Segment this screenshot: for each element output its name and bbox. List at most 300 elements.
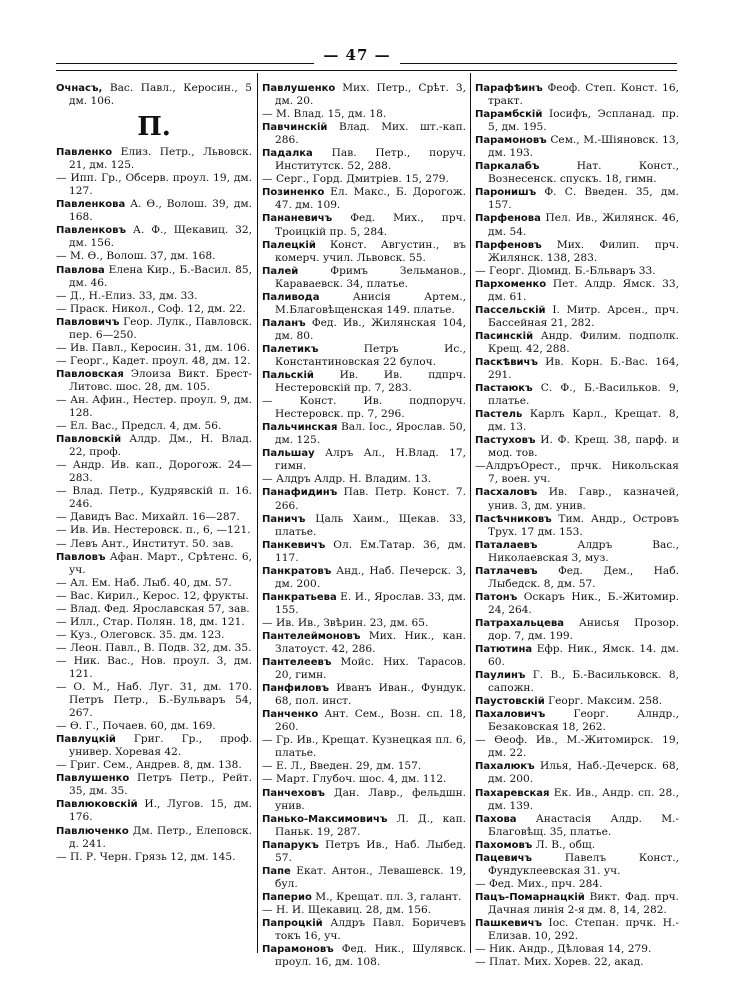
directory-entry [262, 473, 466, 486]
entry-details: — Ник. Вас., Нов. проул. 3, дм. 121. [56, 654, 252, 680]
entry-surname: Папарукъ [262, 839, 319, 851]
entry-surname: Пантелеевъ [262, 657, 332, 669]
entry-details: Алдръ Вас., Николаевская 3, муз. [488, 538, 679, 564]
directory-entry [475, 839, 679, 852]
entry-surname: Павловъ [56, 551, 106, 563]
entry-details: М., Крещат. пл. 3, галант. [315, 890, 462, 903]
entry-surname: Пахаловичъ [475, 709, 546, 721]
entry-details: Алдр. Дм., Н. Влад. 22, проф. [69, 433, 252, 459]
directory-entry [56, 798, 252, 824]
entry-details: Мих. Филип. прч. Жилянск. 138, 283. [488, 238, 679, 264]
header-rule-right [400, 63, 677, 64]
directory-entry [475, 643, 679, 669]
directory-entry [262, 904, 466, 917]
entry-details: Ек. Ив., Андр. сп. 28., дм. 139. [488, 786, 679, 812]
entry-details: Ел. Макс., Б. Дорогож. 47. дм. 109. [275, 186, 466, 212]
directory-entry [475, 239, 679, 265]
entry-details: — О. М., Наб. Луг. 31, дм. 170. Петръ Петр., Б.-Бульваръ 54, 267. [56, 681, 252, 720]
entry-details: А. Ф., Щекавиц. 32, дм. 156. [69, 224, 252, 250]
directory-entry [475, 265, 679, 278]
entry-details: — Илл., Стар. Полян. 18, дм. 121. [56, 615, 245, 628]
entry-details: Ив. Корн. Б.-Вас. 164, 291. [488, 355, 679, 382]
directory-entry [262, 421, 466, 447]
directory-entry [475, 539, 679, 565]
entry-details: Конст. Августин., въ комерч. учил. Львовск. 55. [275, 238, 466, 264]
directory-entry [56, 224, 252, 250]
directory-entry [56, 590, 252, 603]
column-1-entries [56, 146, 252, 864]
directory-entry [262, 734, 466, 760]
entry-details: Георг. Алндр., Безаковская 18, 262. [488, 708, 679, 734]
directory-entry [56, 433, 252, 459]
directory-entry [475, 813, 679, 839]
directory-entry [262, 787, 466, 813]
entry-details: Цаль Хаим., Щекав. 33, платье. [275, 512, 466, 538]
column-2-entries [262, 82, 466, 969]
entry-surname: Панафидинъ [262, 487, 338, 499]
entry-details: Фримъ Зельманов., Караваевск. 34, платье. [275, 264, 466, 290]
entry-details: И., Лугов. 15, дм. 176. [69, 798, 252, 824]
entry-surname: Павленковъ [56, 225, 126, 237]
directory-entry [56, 681, 252, 720]
entry-details: Петръ Ис., Константиновская 22 булоч. [275, 342, 466, 368]
entry-details: Е. И., Ярослав. 33, дм. 155. [275, 590, 466, 616]
entry-details: Вас. Павл., Керосин., 5 дм. 106. [69, 82, 252, 108]
entry-surname: Пасхаловъ [475, 487, 538, 499]
entry-surname: Парамоновъ [262, 944, 334, 956]
entry-details: Вал. Іос., Ярослав. 50, дм. 125. [275, 421, 466, 447]
entry-surname: Павловскій [56, 434, 122, 446]
entry-details: Екат. Антон., Левашевск. 19, бул. [275, 864, 466, 890]
directory-entry [475, 695, 679, 708]
entry-surname: Павловичъ [56, 316, 120, 328]
entry-details: Г. В., Б.-Васильковск. 8, сапожн. [488, 669, 679, 695]
entry-details: Ант. Сем., Возн. сп. 18, 260. [275, 708, 466, 734]
entry-details: Пав. Петр. Конст. 7. 266. [275, 486, 466, 512]
column-divider-2 [470, 73, 471, 953]
page-number: — 47 — [323, 46, 391, 64]
directory-entry [262, 839, 466, 865]
directory-entry [262, 917, 466, 943]
directory-entry [56, 290, 252, 303]
entry-details: — Е. Л., Введен. 29, дм. 157. [262, 760, 422, 773]
entry-details: И. Ф. Крещ. 38, парф. и мод. тов. [488, 434, 679, 460]
directory-entry [56, 342, 252, 355]
entry-details: Л. В., общ. [535, 838, 596, 851]
entry-details: Пел. Ив., Жилянск. 46, дм. 54. [488, 212, 679, 238]
entry-details: — М. Влад. 15, дм. 18. [262, 108, 387, 121]
entry-details: Ив. Ив. пдпрч. Нестеровскій пр. 7, 283. [275, 369, 466, 395]
entry-details: А. Ѳ., Волош. 39, дм. 168. [69, 198, 252, 224]
directory-entry [475, 734, 679, 760]
entry-surname: Панчеховъ [262, 787, 325, 799]
directory-entry [262, 539, 466, 565]
entry-details: — Конст. Ив. подпоруч. Нестеровск. пр. 7, 296. [262, 395, 466, 421]
entry-surname: Павлюковскій [56, 799, 138, 811]
entry-details: — П. Р. Черн. Грязь 12, дм. 145. [56, 850, 236, 863]
entry-surname: Пацевичъ [475, 852, 533, 864]
entry-details: —АлдръОрест., прчк. Никольская 7, воен. уч. [475, 460, 679, 486]
entry-surname: Палецкій [262, 239, 316, 251]
directory-entry [475, 82, 679, 108]
directory-entry [475, 134, 679, 160]
entry-details: — Леон. Павл., В. Подв. 32, дм. 35. [56, 641, 252, 654]
directory-entry [262, 108, 466, 121]
entry-details: — Д., Н.-Елиз. 33, дм. 33. [56, 289, 198, 302]
directory-entry [475, 617, 679, 643]
directory-entry [475, 304, 679, 330]
entry-details: Елиз. Петр., Львовск. 21, дм. 125. [69, 146, 252, 172]
directory-entry [56, 420, 252, 433]
entry-details: Мойс. Них. Тарасов. 20, гимн. [275, 656, 466, 682]
entry-details: — Ѳеоф. Ив., М.-Житомирск. 19, дм. 22. [475, 734, 679, 760]
directory-entry [475, 669, 679, 695]
directory-entry [262, 813, 466, 839]
directory-entry [475, 878, 679, 891]
entry-details: Элоиза Викт. Брест-Литовс. шос. 28, дм. 105. [69, 367, 252, 393]
entry-surname: Палетикъ [262, 343, 319, 355]
entry-surname: Папериo [262, 891, 312, 903]
entry-details: — Вас. Кирил., Керос. 12, фрукты. [56, 589, 249, 602]
entry-details: Влад. Мих. шт.-кап. 286. [275, 121, 466, 147]
directory-entry [262, 773, 466, 786]
directory-entry [262, 447, 466, 473]
entry-details: Викт. Фад. прч. Дачная линія 2-я дм. 8, 14, 282. [488, 890, 679, 916]
entry-surname: Падалка [262, 148, 313, 160]
entry-surname: Павленко [56, 147, 113, 159]
entry-surname: Паливода [262, 291, 320, 303]
entry-surname: Пацъ-Помарнацкій [475, 891, 585, 903]
entry-surname: Павчинскій [262, 122, 328, 134]
entry-surname: Павлюченко [56, 825, 129, 837]
entry-surname: Патютина [475, 644, 533, 656]
entry-surname: Папроцкій [262, 918, 323, 929]
directory-entry [475, 186, 679, 212]
directory-entry [475, 891, 679, 917]
entry-details: — Фед. Мих., прч. 284. [475, 877, 603, 890]
entry-details: Григ. Гр., проф. универ. Хоревая 42. [69, 733, 252, 759]
entry-details: — Серг., Горд. Дмитріев. 15, 279. [262, 173, 449, 186]
entry-details: Ол. Ем.Татар. 36, дм. 117. [275, 538, 466, 564]
entry-details: Іосифъ, Эспланад. пр. 5, дм. 195. [488, 108, 679, 134]
entry-surname: Панько-Максимовичъ [262, 813, 388, 825]
directory-entry [56, 720, 252, 733]
directory-entry [56, 538, 252, 551]
entry-details: Карлъ Карл., Крещат. 8, дм. 13. [488, 408, 679, 434]
directory-entry [475, 956, 679, 969]
entry-details: — Георг. Діомид. Б.-Бльваръ 33. [475, 264, 656, 277]
entry-details: — Н. И. Щекавиц. 28, дм. 156. [262, 903, 432, 916]
column-3 [475, 82, 679, 969]
directory-entry [56, 368, 252, 394]
entry-surname: Пашкевичъ [475, 918, 543, 929]
directory-entry [262, 708, 466, 734]
entry-surname: Парфенова [475, 213, 541, 225]
directory-entry [475, 356, 679, 382]
entry-surname: Панфиловъ [262, 683, 329, 695]
entry-details: Петръ Петр., Рейт. 35, дм. 35. [69, 772, 252, 798]
column-2 [262, 82, 466, 969]
directory-entry [262, 656, 466, 682]
entry-surname: Патлачевъ [475, 565, 538, 577]
entry-details: Нат. Конст., Вознесенск. спускъ. 18, гимн. [488, 160, 679, 186]
directory-entry [56, 629, 252, 642]
entry-details: Ф. С. Введен. 35, дм. 157. [488, 186, 679, 212]
entry-details: Л. Д., кап. Паньк. 19, 287. [275, 812, 466, 838]
entry-surname: Пантелеймоновъ [262, 630, 361, 642]
entry-details: І. Митр. Арсен., прч. Бассейная 21, 282. [488, 303, 679, 329]
entry-surname: Пахомовъ [475, 839, 533, 851]
entry-details: — Праск. Никол., Соф. 12, дм. 22. [56, 302, 246, 315]
entry-details: Фед. Ив., Жилянская 104, дм. 80. [275, 316, 466, 342]
entry-details: Фед. Ник., Шулявск. проул. 16, дм. 108. [275, 943, 466, 969]
directory-entry [475, 460, 679, 486]
entry-details: — Ник. Андр., Дѣловая 14, 279. [475, 943, 652, 956]
entry-details: Павелъ Конст., Фундуклеевская 31. уч. [488, 851, 679, 877]
entry-details: — Ив. Ив. Нестеровск. п., 6, —121. [56, 524, 251, 537]
entry-details: Геор. Лулк., Павловск. пер. 6—250. [69, 315, 252, 341]
entry-surname: Пархоменко [475, 278, 547, 290]
directory-entry [475, 760, 679, 786]
directory-entry [262, 186, 466, 212]
entry-details: Иванъ Иван., Фундук. 68, пол. инст. [275, 682, 466, 708]
entry-details: Мих. Ник., кан. Златоуст. 42, 286. [275, 629, 466, 656]
directory-entry [475, 787, 679, 813]
entry-surname: Пастель [475, 409, 523, 421]
directory-entry [56, 355, 252, 368]
entry-details: — Георг., Кадет. проул. 48, дм. 12. [56, 354, 251, 367]
column-1-pre-entries [56, 82, 252, 108]
entry-details: Пет. Алдр. Ямск. 33, дм. 61. [488, 277, 679, 303]
directory-entry [56, 603, 252, 616]
entry-details: Ефр. Ник., Ямск. 14. дм. 60. [488, 643, 679, 669]
entry-details: Петръ Ив., Наб. Лыбед. 57. [275, 838, 466, 864]
directory-entry [56, 642, 252, 655]
directory-entry [56, 198, 252, 224]
directory-entry [475, 160, 679, 186]
directory-entry [475, 591, 679, 617]
entry-details: — Ал. Ем. Наб. Лыб. 40, дм. 57. [56, 576, 232, 589]
entry-surname: Павленкова [56, 199, 126, 211]
entry-details: — Влад. Петр., Кудрявскій п. 16. 246. [56, 485, 252, 511]
entry-details: Дан. Лавр., фельдшн. унив. [275, 786, 466, 812]
column-3-entries [475, 82, 679, 969]
entry-details: Анастасія Алдр. М.-Благовѣщ. 35, платье. [488, 812, 679, 838]
directory-entry [56, 759, 252, 772]
entry-surname: Паустовскій [475, 696, 545, 708]
entry-surname: Павловская [56, 368, 124, 380]
entry-details: — Ѳ. Г., Почаев. 60, дм. 169. [56, 720, 216, 733]
directory-entry [262, 265, 466, 291]
entry-surname: Очнасъ, [56, 83, 103, 94]
directory-entry [262, 343, 466, 369]
entry-details: Феоф. Степ. Конст. 16, тракт. [488, 82, 679, 108]
directory-entry [262, 147, 466, 173]
directory-entry [262, 291, 466, 317]
entry-surname: Панкратьева [262, 591, 337, 603]
directory-entry [475, 852, 679, 878]
directory-entry [262, 239, 466, 265]
directory-entry [262, 486, 466, 512]
directory-entry [56, 616, 252, 629]
directory-entry [262, 212, 466, 238]
entry-surname: Павлушенко [56, 773, 130, 785]
entry-details: — М. Ѳ., Волош. 37, дм. 168. [56, 250, 216, 263]
entry-surname: Панченко [262, 709, 319, 721]
directory-entry [56, 394, 252, 420]
directory-entry [475, 943, 679, 956]
directory-entry [475, 108, 679, 134]
entry-details: С. Ф., Б.-Васильков. 9, платье. [488, 382, 679, 408]
entry-details: Ив. Гавр., казначей, унив. 3, дм. унив. [488, 486, 679, 512]
directory-entry [475, 513, 679, 539]
directory-entry [262, 591, 466, 617]
directory-entry [56, 316, 252, 342]
entry-details: Анисья Прозор. дор. 7, дм. 199. [488, 616, 679, 642]
entry-surname: Патонъ [475, 591, 518, 603]
column-1 [56, 82, 252, 864]
directory-entry [56, 146, 252, 172]
entry-surname: Папе [262, 865, 291, 877]
entry-details: Мих. Петр., Срѣт. 3, дм. 20. [275, 82, 466, 108]
entry-details: Фед. Мих., прч. Троицкій пр. 5, 284. [275, 212, 466, 238]
entry-surname: Пастуховъ [475, 435, 536, 447]
directory-entry [56, 82, 252, 108]
entry-surname: Паскѣвичъ [475, 356, 538, 368]
entry-surname: Пананевичъ [262, 213, 333, 225]
entry-details: Илья, Наб.-Дечерск. 68, дм. 200. [488, 760, 679, 786]
entry-surname: Панкратовъ [262, 565, 332, 577]
entry-details: Пав. Петр., поруч. Институтск. 52, 288. [275, 147, 466, 173]
directory-entry [475, 434, 679, 460]
entry-surname: Парамбскій [475, 109, 543, 121]
directory-entry [262, 760, 466, 773]
entry-surname: Парамоновъ [475, 135, 547, 147]
entry-details: Алръ Ал., Н.Влад. 17, гимн. [275, 447, 466, 473]
entry-details: Іос. Степан. прчк. Н.-Елизав. 10, 292. [488, 917, 679, 943]
entry-details: Георг. Максим. 258. [548, 695, 663, 708]
entry-surname: Паничъ [262, 513, 306, 525]
directory-entry [262, 865, 466, 891]
directory-entry [475, 917, 679, 943]
entry-surname: Паланъ [262, 317, 306, 329]
directory-entry [262, 82, 466, 108]
top-rule [56, 70, 677, 71]
directory-entry [475, 330, 679, 356]
entry-surname: Паталаевъ [475, 539, 538, 551]
directory-entry [56, 250, 252, 263]
entry-surname: Пасинскій [475, 330, 534, 342]
entry-surname: Позиненко [262, 187, 325, 199]
entry-details: Тим. Андр., Островъ Трух. 17 дм. 153. [488, 512, 679, 538]
entry-surname: Пальчинская [262, 422, 338, 434]
entry-details: Сем., М.-Шіяновск. 13, дм. 193. [488, 134, 679, 160]
directory-entry [475, 278, 679, 304]
directory-entry [56, 733, 252, 759]
directory-entry [262, 395, 466, 421]
entry-surname: Палей [262, 265, 299, 277]
directory-entry [475, 212, 679, 238]
entry-surname: Павлуцкій [56, 734, 116, 746]
entry-surname: Парафѣинъ [475, 83, 543, 94]
directory-entry [262, 682, 466, 708]
entry-details: — Андр. Ив. кап., Дорогож. 24—283. [56, 459, 252, 485]
entry-surname: Патрахальцева [475, 617, 564, 629]
entry-details: Андр. Филим. подполк. Крещ. 42, 288. [488, 329, 679, 355]
directory-entry [262, 891, 466, 904]
directory-entry [262, 513, 466, 539]
entry-details: — Давидъ Вас. Михайл. 16—287. [56, 511, 240, 524]
entry-details: — Алдръ Алдр. Н. Владим. 13. [262, 473, 432, 486]
entry-surname: Паронишъ [475, 187, 537, 199]
entry-details: Оскаръ Ник., Б.-Житомир. 24, 264. [488, 590, 679, 616]
directory-entry [262, 565, 466, 591]
directory-entry [262, 943, 466, 969]
entry-details: Елена Кир., Б.-Васил. 85, дм. 46. [69, 263, 252, 289]
directory-entry [56, 772, 252, 798]
directory-entry [56, 851, 252, 864]
entry-details: — Ив. Павл., Керосин. 31, дм. 106. [56, 341, 250, 354]
entry-surname: Панкевичъ [262, 539, 326, 551]
directory-entry [56, 825, 252, 851]
directory-entry [56, 303, 252, 316]
entry-surname: Паулинъ [475, 670, 526, 682]
directory-entry [475, 408, 679, 434]
directory-entry [56, 551, 252, 577]
entry-details: — Ипп. Гр., Обсерв. проул. 19, дм. 127. [56, 172, 252, 198]
entry-details: Афан. Март., Срѣтенс. 6, уч. [69, 550, 252, 576]
entry-surname: Павлушенко [262, 83, 336, 94]
entry-surname: Пахаревская [475, 787, 550, 799]
header-rule-left [56, 63, 314, 64]
entry-details: — Куз., Олеговск. 35. дм. 123. [56, 628, 225, 641]
directory-entry [262, 630, 466, 656]
entry-details: — Плат. Мих. Хорев. 22, акад. [475, 956, 644, 969]
directory-entry [56, 485, 252, 511]
entry-details: — Левъ Ант., Институт. 50. зав. [56, 537, 234, 550]
entry-surname: Пальскій [262, 370, 314, 382]
directory-entry [262, 369, 466, 395]
entry-details: Анисія Артем., М.Благовѣщенская 149. платье. [275, 290, 466, 316]
directory-entry [262, 173, 466, 186]
directory-entry [56, 264, 252, 290]
directory-entry [475, 708, 679, 734]
column-divider-1 [257, 73, 258, 953]
entry-surname: Пассельскій [475, 304, 546, 316]
directory-entry [56, 655, 252, 681]
directory-entry [475, 565, 679, 591]
directory-entry [262, 121, 466, 147]
directory-entry [56, 172, 252, 198]
entry-details: Фед. Дем., Наб. Лыбедск. 8, дм. 57. [488, 564, 679, 590]
entry-surname: Пастаюкъ [475, 383, 533, 395]
entry-details: — Ив. Ив., Звѣрин. 23, дм. 65. [262, 616, 429, 629]
directory-entry [56, 511, 252, 524]
entry-surname: Парфеновъ [475, 239, 542, 251]
directory-entry [262, 317, 466, 343]
entry-surname: Паркалабъ [475, 161, 540, 173]
directory-entry [475, 382, 679, 408]
directory-entry [475, 486, 679, 512]
directory-entry [56, 459, 252, 485]
entry-details: — Ел. Вас., Предсл. 4, дм. 56. [56, 420, 222, 433]
entry-details: — Март. Глубоч. шос. 4, дм. 112. [262, 773, 447, 786]
directory-entry [262, 617, 466, 630]
letter-heading: П. [137, 112, 171, 143]
entry-surname: Пахова [475, 813, 517, 825]
entry-details: — Григ. Сем., Андрев. 8, дм. 138. [56, 759, 242, 772]
entry-surname: Пасѣчниковъ [475, 513, 552, 525]
